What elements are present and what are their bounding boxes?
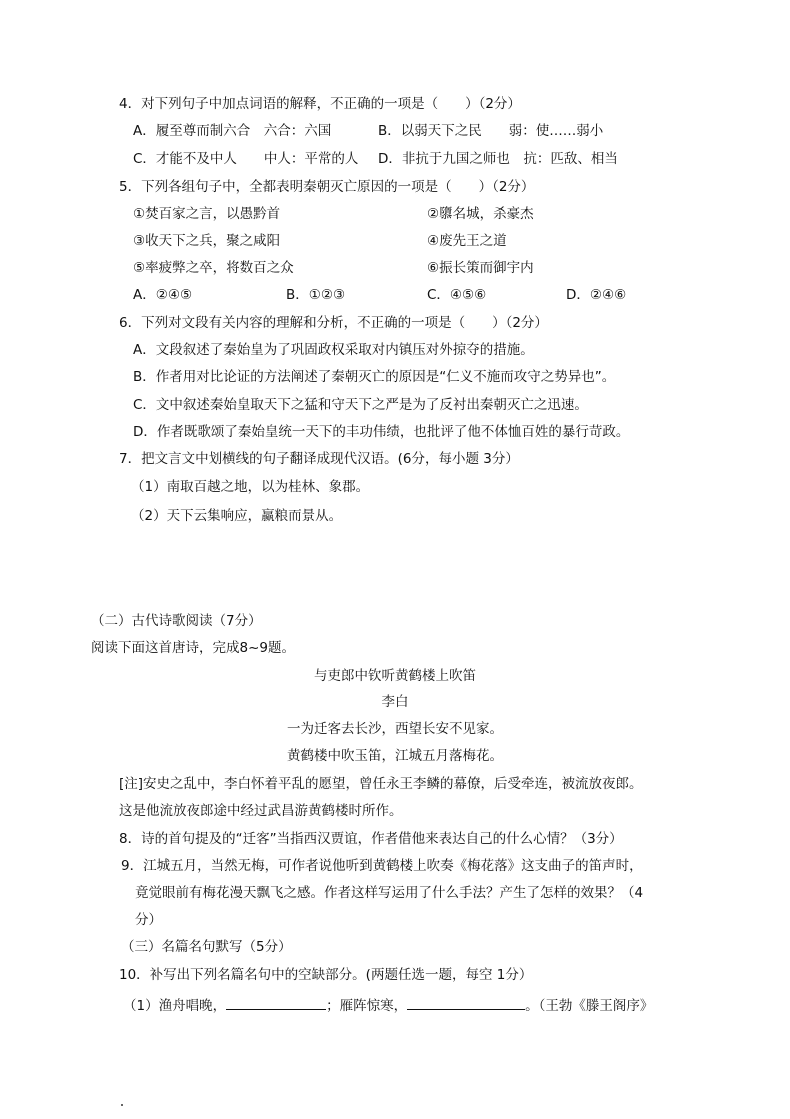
q5-option: B．①②③ xyxy=(286,287,346,303)
q6-option-b: B．作者用对比论证的方法阐述了秦朝灭亡的原因是“仁义不施而攻守之势异也”。 xyxy=(133,369,616,385)
question-9-line: 竟觉眼前有梅花漫天飘飞之感。作者这样写运用了什么手法？产生了怎样的效果？（4 xyxy=(135,885,644,901)
note-line: [注]安史之乱中，李白怀着平乱的愿望，曾任永王李鳞的幕僚，后受牵连，被流放夜郎。 xyxy=(119,776,643,792)
q5-option: A．②④⑤ xyxy=(133,287,193,303)
question-9-line: 9．江城五月，当然无梅，可作者说他听到黄鹤楼上吹奏《梅花落》这支曲子的笛声时， xyxy=(121,858,643,874)
q10-text: ；雁阵惊寒， xyxy=(326,998,408,1014)
poem-line: 一为迁客去长沙，西望长安不见家。 xyxy=(287,721,503,737)
q5-item: ⑤率疲弊之卒，将数百之众 xyxy=(133,260,294,276)
q10-text: 。（王勃《滕王阁序》 xyxy=(525,998,654,1014)
q7-sentence-2: （2）天下云集响应，赢粮而景从。 xyxy=(131,508,343,524)
instruction: 阅读下面这首唐诗，完成8~9题。 xyxy=(91,640,295,656)
q6-option-c: C．文中叙述秦始皇取天下之猛和守天下之严是为了反衬出秦朝灭亡之迅速。 xyxy=(133,397,588,413)
q5-item: ②隳名城，杀豪杰 xyxy=(427,206,534,222)
q5-item: ⑥振长策而御宇内 xyxy=(427,260,534,276)
q4-stem: 4．对下列句子中加点词语的解释，不正确的一项是（ ）（2分） xyxy=(119,96,521,112)
q5-item: ③收天下之兵，聚之咸阳 xyxy=(133,233,281,249)
question-8: 8．诗的首句提及的“迁客”当指西汉贾谊，作者借他来表达自己的什么心情？（3分） xyxy=(119,831,623,847)
q5-option: C．④⑤⑥ xyxy=(427,287,487,303)
q5-stem: 5．下列各组句子中，全都表明秦朝灭亡原因的一项是（ ）（2分） xyxy=(119,179,535,195)
q4-option-a: A．履至尊而制六合 六合：六国 xyxy=(133,123,332,139)
poem-author: 李白 xyxy=(381,694,409,710)
q5-option: D．②④⑥ xyxy=(566,287,627,303)
note-line: 这是他流放夜郎途中经过武昌游黄鹤楼时所作。 xyxy=(119,803,403,819)
section-heading: （二）古代诗歌阅读（7分） xyxy=(91,613,262,629)
q6-option-d: D．作者既歌颂了秦始皇统一天下的丰功伟绩，也批评了他不体恤百姓的暴行苛政。 xyxy=(133,424,630,440)
section-heading: （三）名篇名句默写（5分） xyxy=(121,939,292,955)
q6-option-a: A．文段叙述了秦始皇为了巩固政权采取对内镇压对外掠夺的措施。 xyxy=(133,342,534,358)
q7-stem: 7．把文言文中划横线的句子翻译成现代汉语。(6分，每小题 3分） xyxy=(119,451,519,467)
q5-item: ④废先王之道 xyxy=(427,233,507,249)
question-9-line: 分） xyxy=(135,912,162,928)
q10-text: （1）渔舟唱晚， xyxy=(123,998,227,1014)
q7-sentence-1: （1）南取百越之地，以为桂林、象郡。 xyxy=(131,479,370,495)
question-10-1 xyxy=(123,995,653,1016)
page-mark xyxy=(121,1104,123,1106)
poem-line: 黄鹤楼中吹玉笛，江城五月落梅花。 xyxy=(287,748,503,764)
q4-option-b: B．以弱天下之民 弱：使……弱小 xyxy=(378,123,604,139)
question-10: 10．补写出下列名篇名句中的空缺部分。(两题任选一题，每空 1分） xyxy=(119,967,533,983)
answer-blank[interactable] xyxy=(407,995,525,1010)
q5-item: ①焚百家之言，以愚黔首 xyxy=(133,206,281,222)
q4-option-d: D．非抗于九国之师也 抗：匹敌、相当 xyxy=(378,151,618,167)
poem-title: 与吏郎中钦听黄鹤楼上吹笛 xyxy=(314,668,476,684)
q6-stem: 6．下列对文段有关内容的理解和分析，不正确的一项是（ ）（2分） xyxy=(119,315,548,331)
answer-blank[interactable] xyxy=(226,995,326,1010)
q4-option-c: C．才能不及中人 中人：平常的人 xyxy=(133,151,359,167)
